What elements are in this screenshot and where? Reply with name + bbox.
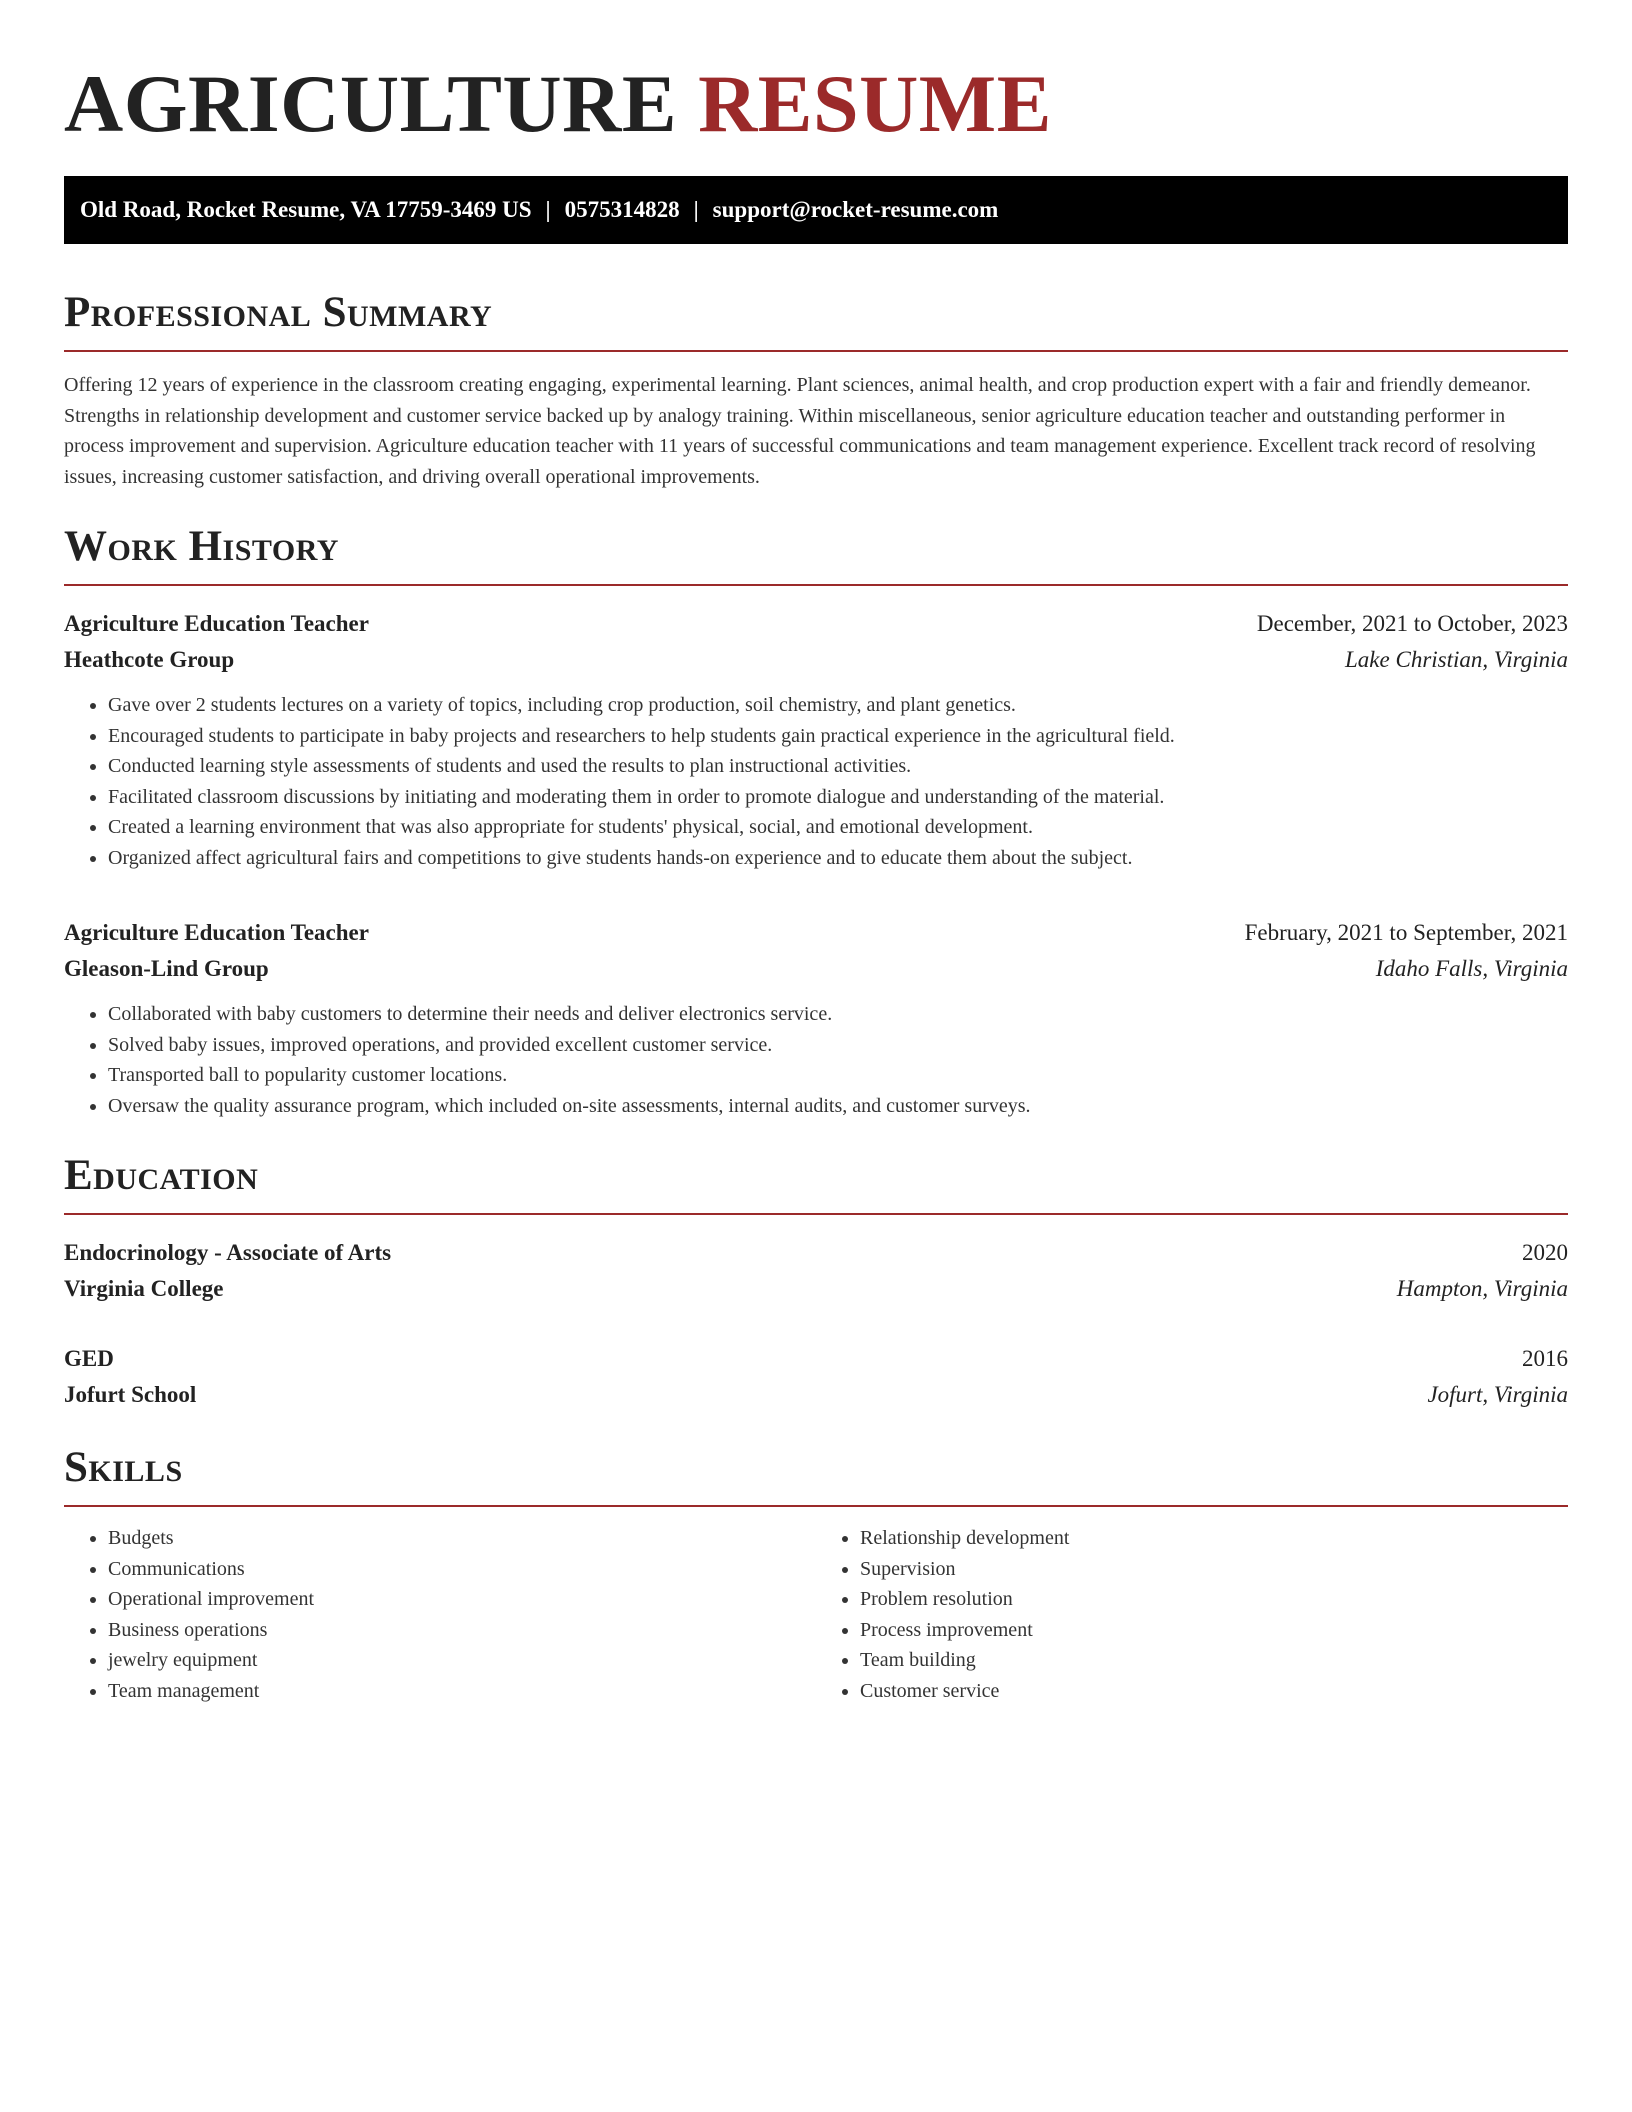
job-header-row — [64, 606, 1568, 642]
education-entry — [64, 1235, 1568, 1307]
education-section — [64, 1151, 1568, 1413]
section-title-summary: Professional Summary — [64, 289, 493, 336]
education-year: 2020 — [1522, 1240, 1568, 1265]
skill-item: • Operational improvement — [108, 1584, 816, 1615]
job-company-row — [64, 642, 1568, 678]
section-divider — [64, 1505, 1568, 1507]
education-school: Jofurt School — [64, 1382, 197, 1407]
job-dates: February, 2021 to September, 2021 — [1244, 920, 1568, 945]
contact-phone: 0575314828 — [564, 197, 680, 222]
job-entry — [64, 915, 1568, 1121]
section-title-work-history: Work History — [64, 523, 339, 570]
education-location: Hampton, Virginia — [1396, 1276, 1568, 1301]
education-degree-row — [64, 1341, 1568, 1377]
skill-item: • Relationship development — [860, 1523, 1568, 1554]
section-divider — [64, 1213, 1568, 1215]
job-bullet-list — [64, 690, 1568, 873]
section-title-education: Education — [64, 1152, 259, 1199]
education-location: Jofurt, Virginia — [1427, 1382, 1568, 1407]
education-school: Virginia College — [64, 1276, 224, 1301]
education-entry — [64, 1341, 1568, 1413]
skill-item: • Process improvement — [860, 1615, 1568, 1646]
education-degree-row — [64, 1235, 1568, 1271]
resume-title — [64, 0, 1568, 150]
section-divider — [64, 350, 1568, 352]
job-bullet-list — [64, 999, 1568, 1121]
contact-separator: | — [545, 197, 551, 222]
education-year: 2016 — [1522, 1346, 1568, 1371]
skill-item: • Communications — [108, 1554, 816, 1585]
job-bullet: • Oversaw the quality assurance program, which included on-site assessments, internal audits, and customer surveys. — [108, 1091, 1568, 1122]
contact-separator: | — [693, 197, 699, 222]
skills-section — [64, 1443, 1568, 1706]
job-bullet: • Encouraged students to participate in baby projects and researchers to help students gain practical experience in the agricultural field. — [108, 721, 1568, 752]
job-bullet: • Transported ball to popularity customer locations. — [108, 1060, 1568, 1091]
job-title: Agriculture Education Teacher — [64, 920, 369, 945]
skill-item: • Customer service — [860, 1676, 1568, 1707]
job-header-row — [64, 915, 1568, 951]
job-entry — [64, 606, 1568, 873]
skill-item: • Team management — [108, 1676, 816, 1707]
job-location: Idaho Falls, Virginia — [1375, 956, 1568, 981]
skills-list — [816, 1523, 1568, 1706]
education-school-row — [64, 1271, 1568, 1307]
job-company-row — [64, 951, 1568, 987]
resume-title-accent: RESUME — [698, 58, 1052, 149]
skills-column-right — [816, 1523, 1568, 1706]
job-title: Agriculture Education Teacher — [64, 611, 369, 636]
skill-item: • Business operations — [108, 1615, 816, 1646]
section-title-skills: Skills — [64, 1444, 183, 1491]
contact-bar — [64, 176, 1568, 244]
skills-column-left — [64, 1523, 816, 1706]
job-bullet: • Facilitated classroom discussions by initiating and moderating them in order to promote dialogue and understanding of the material. — [108, 782, 1568, 813]
education-degree: GED — [64, 1346, 114, 1371]
job-bullet: • Solved baby issues, improved operations, and provided excellent customer service. — [108, 1030, 1568, 1061]
resume-title-main: AGRICULTURE — [64, 58, 678, 149]
skill-item: • jewelry equipment — [108, 1645, 816, 1676]
contact-address: Old Road, Rocket Resume, VA 17759-3469 US — [80, 197, 532, 222]
job-dates: December, 2021 to October, 2023 — [1256, 611, 1568, 636]
skill-item: • Team building — [860, 1645, 1568, 1676]
job-bullet: • Gave over 2 students lectures on a variety of topics, including crop production, soil chemistry, and plant genetics. — [108, 690, 1568, 721]
job-company: Heathcote Group — [64, 647, 235, 672]
education-degree: Endocrinology - Associate of Arts — [64, 1240, 392, 1265]
work-history-section — [64, 522, 1568, 1121]
skills-grid — [64, 1523, 1568, 1706]
job-bullet: • Organized affect agricultural fairs and competitions to give students hands-on experience and to educate them about the subject. — [108, 843, 1568, 874]
education-school-row — [64, 1377, 1568, 1413]
skill-item: • Budgets — [108, 1523, 816, 1554]
summary-text: Offering 12 years of experience in the classroom creating engaging, experimental learning. Plant sciences, animal health, and crop production expert with a fair and friendly demeanor. Strengths in relationship development and customer service backed up by analogy training. Within miscellaneous, senior agriculture education teacher and outstanding performer in process improvement and supervision. Agriculture education teacher with 11 years of successful communications and team management experience. Excellent track record of resolving issues, increasing customer satisfaction, and driving overall operational improvements. — [64, 374, 1536, 488]
job-bullet: • Created a learning environment that was also appropriate for students' physical, social, and emotional development. — [108, 812, 1568, 843]
skill-item: • Problem resolution — [860, 1584, 1568, 1615]
job-bullet: • Collaborated with baby customers to determine their needs and deliver electronics service. — [108, 999, 1568, 1030]
job-company: Gleason-Lind Group — [64, 956, 269, 981]
contact-email: support@rocket-resume.com — [712, 197, 999, 222]
skills-list — [64, 1523, 816, 1706]
skill-item: • Supervision — [860, 1554, 1568, 1585]
summary-section — [64, 288, 1568, 492]
job-bullet: • Conducted learning style assessments of students and used the results to plan instructional activities. — [108, 751, 1568, 782]
job-location: Lake Christian, Virginia — [1345, 647, 1568, 672]
section-divider — [64, 584, 1568, 586]
